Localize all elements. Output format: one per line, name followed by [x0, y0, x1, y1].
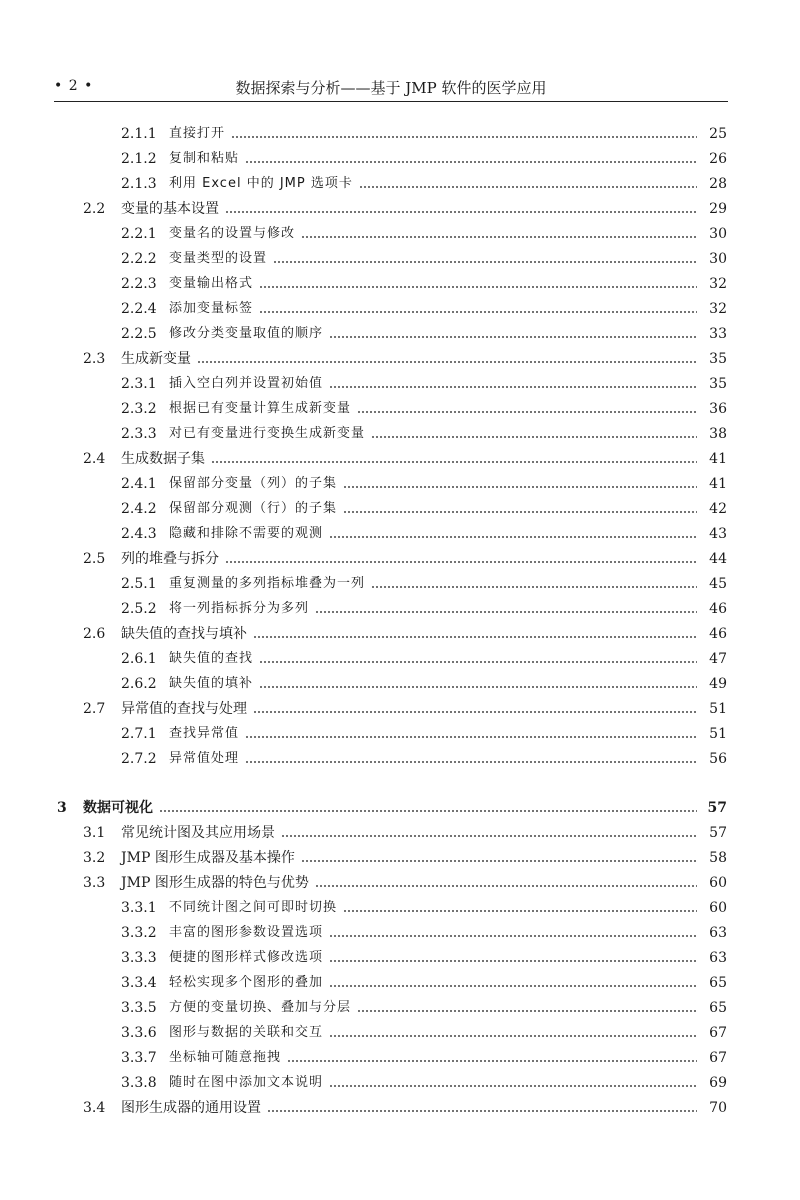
toc-entry-number: 2.7.1: [121, 726, 157, 742]
toc-entry-page: 58: [709, 850, 727, 866]
toc-entry-number: 2.5.1: [121, 576, 157, 592]
toc-entry-page: 60: [709, 875, 727, 891]
toc-subsection-entry: [121, 322, 727, 346]
toc-section-entry: [83, 197, 727, 221]
toc-entry-title: 常见统计图及其应用场景: [121, 825, 275, 841]
toc-entry-title: 直接打开: [169, 126, 226, 141]
toc-entry-number: 2.3.1: [121, 376, 157, 392]
toc-dot-leader: [259, 311, 697, 313]
toc-dot-leader: [253, 636, 697, 638]
toc-subsection-entry: [121, 247, 727, 271]
toc-entry-page: 35: [709, 351, 727, 367]
toc-dot-leader: [225, 561, 697, 563]
toc-entry-title: 保留部分观测（行）的子集: [169, 501, 338, 516]
toc-entry-page: 41: [709, 476, 727, 492]
toc-entry-number: 2.4.3: [121, 526, 157, 542]
toc-entry-title: 将一列指标拆分为多列: [169, 601, 310, 616]
toc-entry-title: 便捷的图形样式修改选项: [169, 950, 324, 965]
toc-subsection-entry: [121, 572, 727, 596]
toc-entry-page: 67: [709, 1050, 727, 1066]
toc-entry-number: 2.3: [83, 351, 106, 367]
toc-entry-page: 29: [709, 201, 727, 217]
toc-section-entry: [83, 821, 727, 845]
toc-dot-leader: [329, 960, 697, 962]
toc-entry-title: 插入空白列并设置初始值: [169, 376, 324, 391]
toc-entry-number: 2.4.2: [121, 501, 157, 517]
toc-dot-leader: [329, 935, 697, 937]
toc-entry-page: 32: [709, 301, 727, 317]
toc-entry-title: 随时在图中添加文本说明: [169, 1075, 324, 1090]
toc-entry-title: 变量输出格式: [169, 276, 254, 291]
toc-dot-leader: [273, 261, 697, 263]
toc-entry-page: 65: [709, 975, 727, 991]
toc-entry-number: 2.6: [83, 626, 106, 642]
toc-dot-leader: [329, 386, 697, 388]
toc-entry-page: 44: [709, 551, 727, 567]
toc-subsection-entry: [121, 996, 727, 1020]
toc-entry-number: 2.5: [83, 551, 106, 567]
toc-section-entry: [83, 547, 727, 571]
toc-dot-leader: [245, 161, 697, 163]
toc-entry-title: 生成数据子集: [121, 451, 205, 467]
toc-dot-leader: [329, 985, 697, 987]
toc-entry-number: 3: [57, 800, 67, 816]
toc-entry-number: 2.1.3: [121, 176, 157, 192]
toc-subsection-entry: [121, 1071, 727, 1095]
toc-section-entry: [83, 697, 727, 721]
toc-entry-page: 30: [709, 251, 727, 267]
toc-dot-leader: [371, 586, 697, 588]
toc-entry-number: 3.4: [83, 1100, 106, 1116]
toc-entry-title: 根据已有变量计算生成新变量: [169, 401, 352, 416]
toc-entry-number: 2.6.2: [121, 676, 157, 692]
toc-entry-number: 2.1.1: [121, 126, 157, 142]
toc-entry-title: 变量名的设置与修改: [169, 226, 296, 241]
toc-entry-title: 缺失值的查找: [169, 651, 254, 666]
toc-entry-page: 28: [709, 176, 727, 192]
toc-entry-page: 47: [709, 651, 727, 667]
toc-subsection-entry: [121, 272, 727, 296]
toc-dot-leader: [259, 686, 697, 688]
toc-subsection-entry: [121, 1021, 727, 1045]
toc-dot-leader: [259, 661, 697, 663]
toc-subsection-entry: [121, 522, 727, 546]
toc-dot-leader: [211, 461, 697, 463]
toc-subsection-entry: [121, 122, 727, 146]
toc-dot-leader: [357, 1010, 697, 1012]
toc-entry-number: 3.1: [83, 825, 106, 841]
toc-entry-title: 方便的变量切换、叠加与分层: [169, 1000, 352, 1015]
toc-entry-number: 2.4.1: [121, 476, 157, 492]
toc-entry-number: 3.3: [83, 875, 106, 891]
toc-dot-leader: [245, 761, 697, 763]
toc-chapter-entry: [57, 796, 727, 820]
toc-entry-number: 2.2.1: [121, 226, 157, 242]
toc-entry-number: 2.2.2: [121, 251, 157, 267]
toc-entry-title: 不同统计图之间可即时切换: [169, 900, 338, 915]
toc-entry-title: 变量的基本设置: [121, 201, 219, 217]
toc-entry-page: 33: [709, 326, 727, 342]
toc-entry-number: 3.3.3: [121, 950, 157, 966]
toc-dot-leader: [315, 611, 697, 613]
toc-subsection-entry: [121, 672, 727, 696]
toc-entry-title: 异常值的查找与处理: [121, 701, 247, 717]
toc-subsection-entry: [121, 372, 727, 396]
toc-entry-number: 3.3.2: [121, 925, 157, 941]
toc-entry-title: 缺失值的查找与填补: [121, 626, 247, 642]
toc-section-entry: [83, 846, 727, 870]
toc-entry-title: 生成新变量: [121, 351, 191, 367]
toc-subsection-entry: [121, 946, 727, 970]
toc-dot-leader: [301, 236, 697, 238]
toc-entry-page: 41: [709, 451, 727, 467]
toc-entry-number: 2.2.3: [121, 276, 157, 292]
toc-entry-title: 查找异常值: [169, 726, 240, 741]
toc-entry-title: JMP 图形生成器的特色与优势: [121, 875, 309, 891]
toc-entry-number: 2.2.4: [121, 301, 157, 317]
toc-entry-number: 2.1.2: [121, 151, 157, 167]
toc-subsection-entry: [121, 971, 727, 995]
toc-subsection-entry: [121, 422, 727, 446]
toc-dot-leader: [301, 860, 697, 862]
toc-entry-page: 43: [709, 526, 727, 542]
toc-subsection-entry: [121, 921, 727, 945]
toc-entry-title: 缺失值的填补: [169, 676, 254, 691]
toc-entry-number: 3.3.1: [121, 900, 157, 916]
toc-entry-title: 轻松实现多个图形的叠加: [169, 975, 324, 990]
toc-entry-number: 2.2: [83, 201, 106, 217]
toc-entry-number: 3.3.7: [121, 1050, 157, 1066]
toc-entry-page: 70: [709, 1100, 727, 1116]
toc-entry-number: 2.6.1: [121, 651, 157, 667]
toc-subsection-entry: [121, 896, 727, 920]
toc-subsection-entry: [121, 722, 727, 746]
toc-dot-leader: [281, 835, 697, 837]
toc-entry-number: 3.3.5: [121, 1000, 157, 1016]
toc-subsection-entry: [121, 297, 727, 321]
toc-dot-leader: [267, 1110, 697, 1112]
toc-section-entry: [83, 622, 727, 646]
toc-subsection-entry: [121, 747, 727, 771]
toc-entry-page: 69: [709, 1075, 727, 1091]
toc-entry-page: 36: [709, 401, 727, 417]
toc-dot-leader: [343, 486, 697, 488]
toc-entry-number: 2.3.2: [121, 401, 157, 417]
toc-section-entry: [83, 1096, 727, 1120]
toc-entry-page: 26: [709, 151, 727, 167]
page-number: • 2 •: [54, 78, 94, 94]
toc-entry-number: 2.7: [83, 701, 106, 717]
book-title: 数据探索与分析——基于 JMP 软件的医学应用: [235, 79, 547, 97]
toc-dot-leader: [245, 736, 697, 738]
toc-entry-title: 变量类型的设置: [169, 251, 268, 266]
toc-entry-page: 45: [709, 576, 727, 592]
toc-entry-page: 63: [709, 950, 727, 966]
toc-dot-leader: [329, 336, 697, 338]
toc-dot-leader: [371, 436, 697, 438]
toc-dot-leader: [343, 910, 697, 912]
toc-entry-page: 51: [709, 701, 727, 717]
toc-entry-title: 列的堆叠与拆分: [121, 551, 219, 567]
toc-entry-page: 56: [709, 751, 727, 767]
toc-subsection-entry: [121, 147, 727, 171]
toc-entry-title: 隐藏和排除不需要的观测: [169, 526, 324, 541]
toc-entry-page: 32: [709, 276, 727, 292]
toc-entry-title: 丰富的图形参数设置选项: [169, 925, 324, 940]
toc-section-entry: [83, 347, 727, 371]
toc-dot-leader: [315, 885, 697, 887]
toc-entry-page: 35: [709, 376, 727, 392]
toc-entry-number: 2.3.3: [121, 426, 157, 442]
toc-subsection-entry: [121, 497, 727, 521]
toc-dot-leader: [225, 211, 697, 213]
toc-entry-title: 图形生成器的通用设置: [121, 1100, 261, 1116]
toc-subsection-entry: [121, 1046, 727, 1070]
toc-entry-page: 67: [709, 1025, 727, 1041]
toc-entry-page: 42: [709, 501, 727, 517]
toc-entry-number: 2.2.5: [121, 326, 157, 342]
toc-entry-title: 图形与数据的关联和交互: [169, 1025, 324, 1040]
toc-dot-leader: [357, 411, 697, 413]
toc-entry-page: 49: [709, 676, 727, 692]
toc-dot-leader: [343, 511, 697, 513]
toc-entry-page: 63: [709, 925, 727, 941]
toc-subsection-entry: [121, 397, 727, 421]
toc-section-entry: [83, 871, 727, 895]
toc-entry-title: 对已有变量进行变换生成新变量: [169, 426, 366, 441]
toc-entry-page: 38: [709, 426, 727, 442]
toc-dot-leader: [329, 1035, 697, 1037]
toc-entry-number: 3.3.8: [121, 1075, 157, 1091]
toc-subsection-entry: [121, 597, 727, 621]
toc-section-entry: [83, 447, 727, 471]
toc-entry-title: 复制和粘贴: [169, 151, 240, 166]
toc-entry-title: 利用 Excel 中的 JMP 选项卡: [169, 176, 353, 191]
toc-entry-title: 修改分类变量取值的顺序: [169, 326, 324, 341]
toc-entry-page: 46: [709, 626, 727, 642]
toc-dot-leader: [197, 361, 697, 363]
toc-entry-title: 数据可视化: [83, 800, 153, 816]
toc-subsection-entry: [121, 222, 727, 246]
toc-entry-page: 57: [709, 825, 727, 841]
toc-entry-page: 30: [709, 226, 727, 242]
page-header: [54, 72, 728, 102]
toc-entry-page: 60: [709, 900, 727, 916]
toc-entry-title: JMP 图形生成器及基本操作: [121, 850, 295, 866]
toc-dot-leader: [159, 810, 697, 812]
toc-entry-number: 3.3.4: [121, 975, 157, 991]
toc-entry-number: 3.3.6: [121, 1025, 157, 1041]
toc-dot-leader: [287, 1060, 697, 1062]
toc-dot-leader: [231, 136, 697, 138]
toc-dot-leader: [359, 186, 697, 188]
toc-entry-title: 坐标轴可随意拖拽: [169, 1050, 282, 1065]
toc-subsection-entry: [121, 647, 727, 671]
toc-entry-number: 2.4: [83, 451, 106, 467]
toc-subsection-entry: [121, 472, 727, 496]
toc-entry-number: 3.2: [83, 850, 106, 866]
toc-entry-number: 2.5.2: [121, 601, 157, 617]
toc-entry-title: 保留部分变量（列）的子集: [169, 476, 338, 491]
toc-entry-page: 51: [709, 726, 727, 742]
toc-dot-leader: [253, 711, 697, 713]
toc-subsection-entry: [121, 172, 727, 196]
toc-entry-number: 2.7.2: [121, 751, 157, 767]
toc-dot-leader: [329, 1085, 697, 1087]
toc-entry-page: 25: [709, 126, 727, 142]
toc-dot-leader: [259, 286, 697, 288]
toc-entry-page: 57: [707, 800, 727, 816]
toc-entry-title: 异常值处理: [169, 751, 240, 766]
toc-dot-leader: [329, 536, 697, 538]
toc-entry-title: 添加变量标签: [169, 301, 254, 316]
toc-entry-page: 65: [709, 1000, 727, 1016]
toc-entry-title: 重复测量的多列指标堆叠为一列: [169, 576, 366, 591]
toc-entry-page: 46: [709, 601, 727, 617]
